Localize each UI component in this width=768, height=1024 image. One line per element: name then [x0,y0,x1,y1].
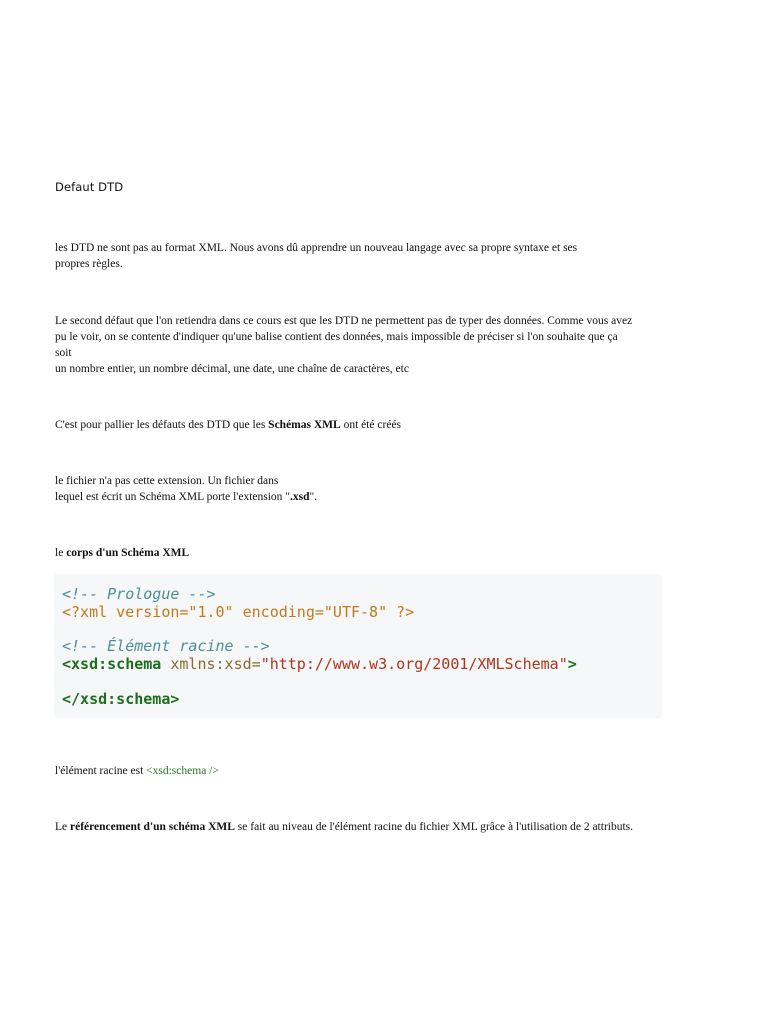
text-span: lequel est écrit un Schéma XML porte l'extension " [55,491,290,503]
text-line: propres règles. [55,258,123,270]
code-tag: <xsd:schema [62,655,162,673]
text-span: le [55,547,67,559]
paragraph-root-element [55,763,715,779]
text-line: soit [55,347,72,359]
text-line: les DTD ne sont pas au format XML. Nous avons dû apprendre un nouveau langage avec sa propre syntaxe et ses [55,242,578,254]
text-line: Le second défaut que l'on retiendra dans ce cours est que les DTD ne permettent pas de typer des données. Comme vous avez [55,315,633,327]
text-span: ont été créés [340,419,402,431]
code-close-tag: </xsd:schema> [62,690,180,708]
paragraph-xml-schemas [55,417,715,433]
bold-text: Schémas XML [268,419,341,431]
bold-text: référencement d'un schéma XML [70,821,235,833]
paragraph-dtd-format [55,240,715,272]
text-line [55,489,715,505]
bold-text: corps d'un Schéma XML [66,547,190,559]
code-open-tag-line [62,656,577,674]
code-punct: > [567,655,577,673]
text-span: C'est pour pallier les défauts des DTD que les [55,419,269,431]
paragraph-dtd-typing [55,313,715,377]
text-line: un nombre entier, un nombre décimal, une date, une chaîne de caractères, etc [55,363,409,375]
code-comment: <!-- Élément racine --> [62,637,270,655]
text-line: le fichier n'a pas cette extension. Un fichier dans [55,475,279,487]
paragraph-schema-reference [55,819,715,835]
text-span: Le [55,821,71,833]
text-span: se fait au niveau de l'élément racine du fichier XML grâce à l'utilisation de 2 attributs. [234,821,634,833]
paragraph-schema-body [55,545,715,561]
code-attr-name: xmlns:xsd= [161,655,261,673]
code-comment: <!-- Prologue --> [62,585,216,603]
code-attr-value: "http://www.w3.org/2001/XMLSchema" [260,655,568,673]
bold-text: .xsd [290,491,310,503]
text-span: l'élément racine est [55,765,147,777]
paragraph-xsd-extension [55,473,715,505]
code-block [54,574,662,718]
inline-code: <xsd:schema /> [146,765,219,777]
section-heading: Defaut DTD [55,180,124,194]
code-prolog: <?xml version="1.0" encoding="UTF-8" ?> [62,603,415,621]
text-line: pu le voir, on se contente d'indiquer qu'une balise contient des données, mais impossible de préciser si l'on souhaite que ça [55,331,618,343]
text-span: ". [309,491,318,503]
